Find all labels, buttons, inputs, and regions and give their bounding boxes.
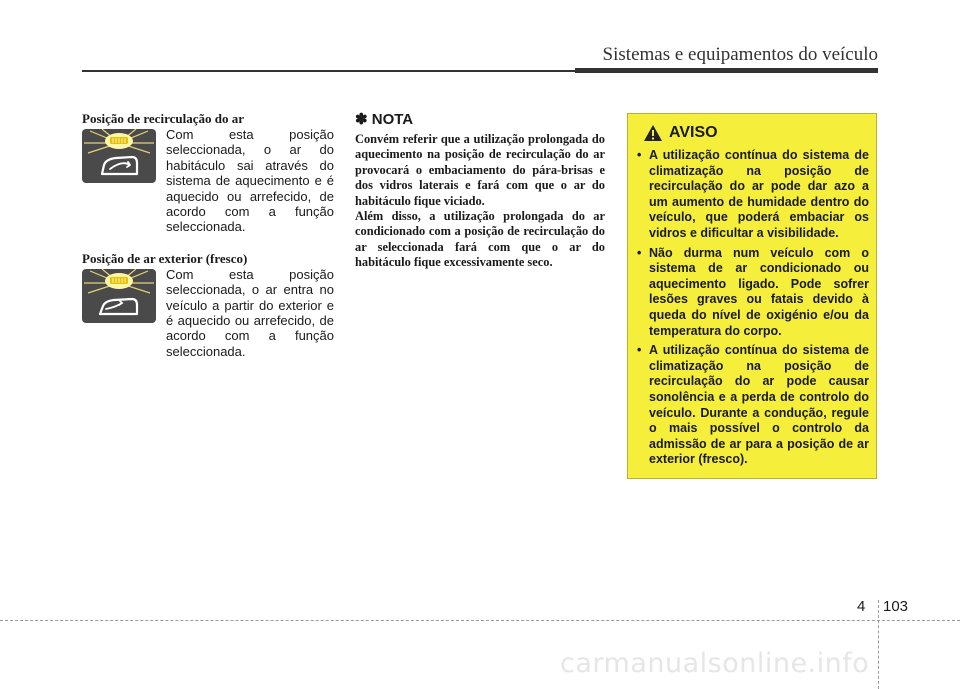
warning-list: [637, 148, 869, 472]
footer-divider: [878, 600, 879, 689]
fresh-description: Com esta posição seleccionada, o ar entra no veículo a partir do exterior e é aquecido ou arrefecido, de acordo com a função seleccionada.: [166, 266, 334, 359]
fresh-heading: Posição de ar exterior (fresco): [82, 250, 248, 266]
chapter-number: 4: [857, 598, 866, 615]
header-rule-accent: [575, 68, 878, 73]
header-title: Sistemas e equipamentos do veículo: [602, 44, 878, 65]
warning-title-text: AVISO: [669, 124, 718, 141]
warning-item: • Não durma num veículo com o sistema de ar condicionado ou aquecimento ligado. Pode sofrer lesões graves ou fatais devido à queda do nível de oxigénio e/ou da temperatura do corpo.: [637, 245, 869, 338]
warning-item: • A utilização contínua do sistema de climatização na posição de recirculação do ar pode dar azo a um aumento de humidade dentro do veículo, que poderá embaciar os vidros e dificultar a visibilidade.: [637, 148, 869, 240]
warning-item: • A utilização contínua do sistema de climatização na posição de recirculação do ar pode causar sonolência e a perda de controlo do veículo. Durante a condução, regule o mais possível o controlo da admissão de ar para a posição de ar exterior (fresco).: [637, 343, 869, 467]
recirc-section: [82, 127, 334, 235]
recirculation-icon: [82, 129, 156, 183]
warning-box: [627, 113, 877, 479]
recirc-heading: Posição de recirculação do ar: [82, 111, 244, 126]
warning-title: [643, 124, 718, 142]
warning-triangle-icon: [643, 124, 663, 142]
nota-body: [355, 132, 605, 271]
recirc-description: Com esta posição seleccionada, o ar do habitáculo sai através do sistema de aquecimento e é aquecido ou arrefecido, de acordo com a função seleccionada.: [166, 127, 334, 235]
nota-paragraph-1: Convém referir que a utilização prolongada do aquecimento na posição de recirculação do ar provocará o embaciamento do pára-brisas e dos vidros laterais e fará com que o ar do habitáculo fique viciado.: [355, 132, 605, 208]
nota-paragraph-2: Além disso, a utilização prolongada do ar condicionado com a posição de recirculação do ar seleccionada fará com que o ar do habitáculo fique excessivamente seco.: [355, 209, 605, 270]
left-column: [82, 110, 334, 359]
nota-title-text: NOTA: [371, 111, 414, 128]
fresh-air-icon: [82, 269, 156, 323]
nota-title: [355, 110, 605, 128]
fresh-section: [82, 267, 334, 359]
watermark: carmanualsonline.info: [560, 648, 870, 679]
page-number: 103: [883, 598, 909, 615]
nota-column: [355, 110, 605, 271]
nota-symbol-icon: ✽: [355, 111, 368, 128]
footer-rule: [0, 620, 960, 621]
